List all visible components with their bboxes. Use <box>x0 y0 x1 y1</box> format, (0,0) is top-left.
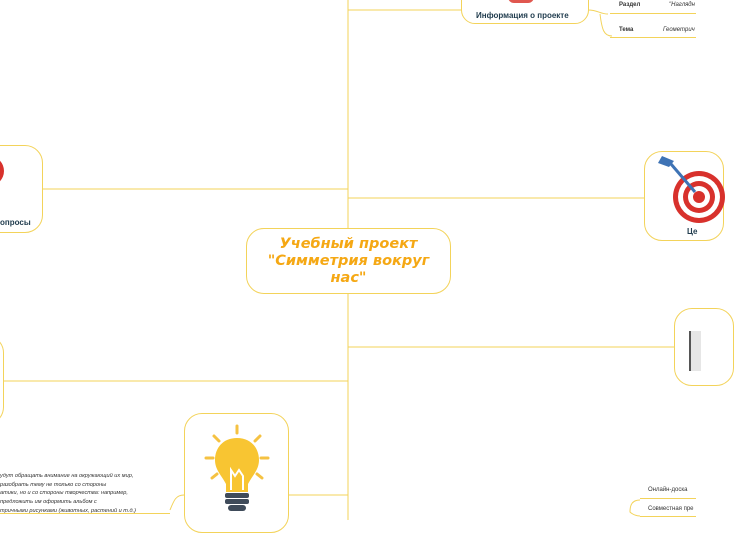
tool-divider <box>640 498 696 499</box>
idea-line: предложить им оформить альбом с <box>0 499 97 506</box>
idea-line: удут обращать внимание на окружающий их мир, <box>0 473 134 479</box>
lightbulb-icon <box>202 424 272 524</box>
info-value: "Наглядн <box>669 2 695 8</box>
central-topic[interactable] <box>246 228 451 294</box>
question-icon <box>0 154 7 184</box>
central-title-line: нас" <box>330 269 367 286</box>
tool-divider <box>640 516 696 517</box>
idea-underline <box>0 513 170 514</box>
resources-node[interactable] <box>674 308 734 386</box>
central-title <box>259 236 439 287</box>
table-divider <box>610 37 696 38</box>
goal-label: Це <box>687 227 698 236</box>
idea-line: атики, но и со стороны творчества: например, <box>0 490 128 497</box>
goal-node[interactable] <box>644 151 724 241</box>
table-divider <box>610 13 696 14</box>
left-lower-node[interactable] <box>0 335 4 425</box>
target-icon <box>655 154 707 226</box>
tool-item[interactable]: Совместная пре <box>648 506 694 512</box>
idea-line: тричными рисунками (животных, растений и т.д.) <box>0 507 136 514</box>
idea-line: разобрать тему не только со стороны <box>0 481 107 488</box>
book-icon <box>689 331 701 371</box>
central-title-line: "Симметрия вокруг <box>267 252 430 269</box>
info-key: Раздел <box>619 2 641 8</box>
idea-node[interactable] <box>184 413 289 533</box>
project-info-icon <box>508 0 534 3</box>
central-title-line: Учебный проект <box>279 235 418 252</box>
project-info-label: Информация о проекте <box>476 11 569 20</box>
info-value: Геометрич <box>663 27 695 33</box>
info-key: Тема <box>619 27 634 33</box>
tool-item[interactable]: Онлайн-доска <box>648 487 688 493</box>
idea-description <box>0 472 136 516</box>
questions-label: опросы <box>0 218 31 227</box>
